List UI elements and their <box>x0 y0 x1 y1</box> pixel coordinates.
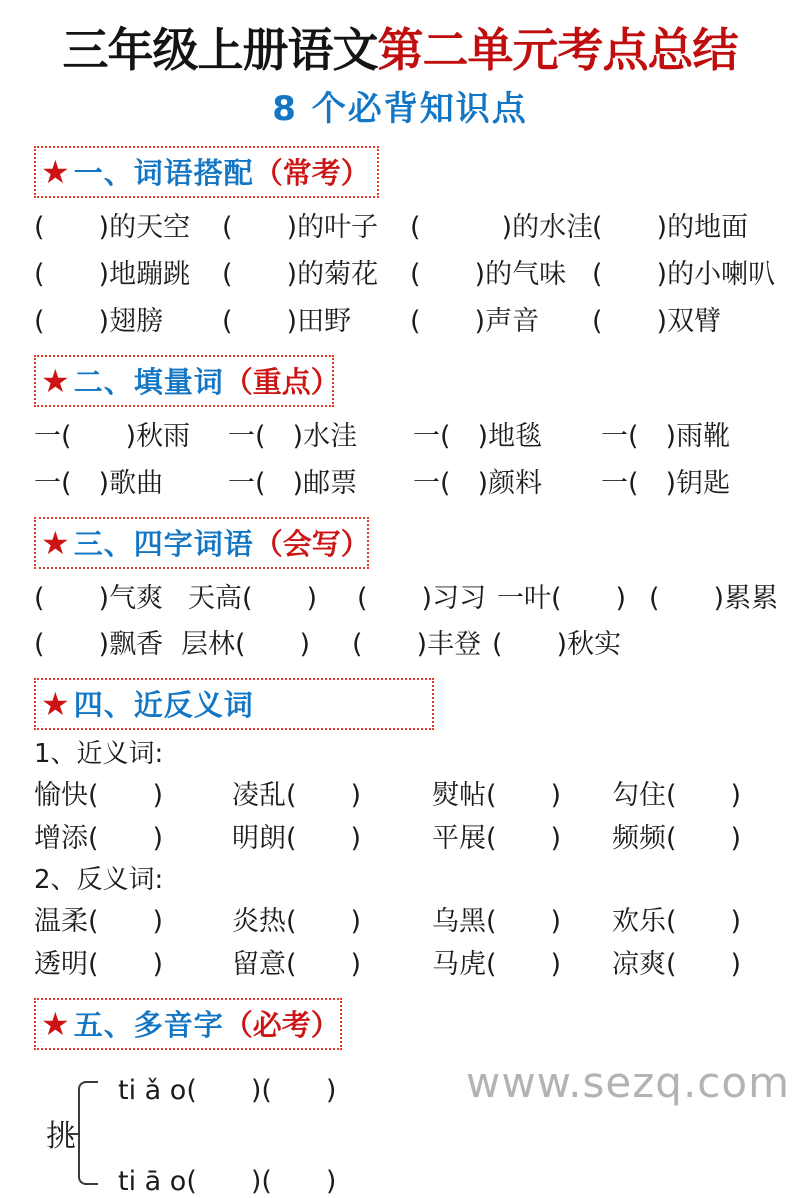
fill-blank-item: 温柔( ) <box>34 905 164 937</box>
fill-blank-item: 乌黑( ) <box>432 905 562 937</box>
four-char-row <box>34 628 766 662</box>
fill-blank-item: 一( )秋雨 <box>34 420 191 452</box>
fill-blank-item: ( )的地面 <box>592 211 749 243</box>
fill-blank-item: 频频( ) <box>612 822 742 854</box>
fill-blank-item: ( )气爽 <box>34 582 164 614</box>
antonym-label: 2、反义词: <box>34 864 164 895</box>
fill-blank-item: ( )的叶子 <box>222 211 379 243</box>
section-tag: （重点） <box>223 365 340 400</box>
antonym-row <box>34 905 766 939</box>
watermark: www.sezq.com <box>465 1058 790 1107</box>
fill-blank-item: ( )翅膀 <box>34 305 164 337</box>
pinyin-line: ti ā o( )( ) <box>118 1165 337 1197</box>
fill-blank-item: 一叶( ) <box>497 582 627 614</box>
star-icon: ★ <box>41 1004 70 1043</box>
fill-blank-item: 凌乱( ) <box>232 779 362 811</box>
fill-blank-item: 明朗( ) <box>232 822 362 854</box>
word-match-row <box>34 305 766 339</box>
fill-blank-item: 凉爽( ) <box>612 948 742 980</box>
star-icon: ★ <box>41 361 70 400</box>
section-tag: （必考） <box>223 1008 340 1043</box>
section-header-word-match <box>34 146 379 198</box>
section-title: 四、近反义词 <box>73 688 254 723</box>
fill-blank-item: 一( )水洼 <box>228 420 358 452</box>
section-header-polyphone <box>34 998 342 1050</box>
synonym-row <box>34 779 766 813</box>
fill-blank-item: ( )秋实 <box>492 628 622 660</box>
word-match-row <box>34 258 776 292</box>
section-title: 一、词语搭配 <box>73 156 254 191</box>
page-title-black: 三年级上册语文 <box>62 23 378 77</box>
fill-blank-item: ( )的小喇叭 <box>592 258 776 290</box>
fill-blank-item: 炎热( ) <box>232 905 362 937</box>
page-title-red: 第二单元考点总结 <box>377 23 738 77</box>
fill-blank-item: 留意( ) <box>232 948 362 980</box>
synonym-label: 1、近义词: <box>34 738 164 769</box>
section-header-syn-ant <box>34 678 434 730</box>
measure-word-row <box>34 467 766 501</box>
polyphone-character: 挑 <box>46 1118 76 1154</box>
fill-blank-item: 愉快( ) <box>34 779 164 811</box>
fill-blank-item: 熨帖( ) <box>432 779 562 811</box>
fill-blank-item: ( )累累 <box>649 582 779 614</box>
four-char-row <box>34 582 779 616</box>
section-header-four-char-words <box>34 517 369 569</box>
fill-blank-item: 一( )雨靴 <box>601 420 731 452</box>
fill-blank-item: 一( )钥匙 <box>601 467 731 499</box>
fill-blank-item: 层林( ) <box>181 628 311 660</box>
fill-blank-item: 欢乐( ) <box>612 905 742 937</box>
fill-blank-item: 一( )邮票 <box>228 467 358 499</box>
section-title: 五、多音字 <box>73 1008 224 1043</box>
pinyin-line: ti ǎ o( )( ) <box>118 1074 337 1106</box>
fill-blank-item: ( )地蹦跳 <box>34 258 191 290</box>
synonym-row <box>34 822 766 856</box>
section-header-measure-words <box>34 355 340 407</box>
fill-blank-item: 平展( ) <box>432 822 562 854</box>
fill-blank-item: 一( )颜料 <box>413 467 543 499</box>
section-tag: （常考） <box>253 156 370 191</box>
word-match-row <box>34 211 766 245</box>
section-title: 三、四字词语 <box>73 527 254 562</box>
fill-blank-item: ( )声音 <box>410 305 540 337</box>
antonym-row <box>34 948 766 982</box>
brace-icon <box>78 1081 98 1185</box>
fill-blank-item: 勾住( ) <box>612 779 742 811</box>
fill-blank-item: 增添( ) <box>34 822 164 854</box>
fill-blank-item: ( )田野 <box>222 305 352 337</box>
page-subtitle: 8 个必背知识点 <box>272 88 528 129</box>
fill-blank-item: 透明( ) <box>34 948 164 980</box>
polyphone-readings <box>118 1068 336 1198</box>
fill-blank-item: 一( )歌曲 <box>34 467 164 499</box>
fill-blank-item: ( )的菊花 <box>222 258 379 290</box>
section-title: 二、填量词 <box>73 365 224 400</box>
fill-blank-item: 天高( ) <box>188 582 318 614</box>
star-icon: ★ <box>41 523 70 562</box>
star-icon: ★ <box>41 684 70 723</box>
section-tag: （会写） <box>253 527 370 562</box>
fill-blank-item: ( )习习 <box>357 582 487 614</box>
page-title <box>34 24 766 77</box>
measure-word-row <box>34 420 766 454</box>
star-icon: ★ <box>41 152 70 191</box>
fill-blank-item: ( )双臂 <box>592 305 722 337</box>
fill-blank-item: ( )飘香 <box>34 628 164 660</box>
fill-blank-item: ( )的水洼 <box>410 211 594 243</box>
fill-blank-item: 马虎( ) <box>432 948 562 980</box>
fill-blank-item: ( )丰登 <box>352 628 482 660</box>
fill-blank-item: 一( )地毯 <box>413 420 543 452</box>
fill-blank-item: ( )的气味 <box>410 258 567 290</box>
fill-blank-item: ( )的天空 <box>34 211 191 243</box>
